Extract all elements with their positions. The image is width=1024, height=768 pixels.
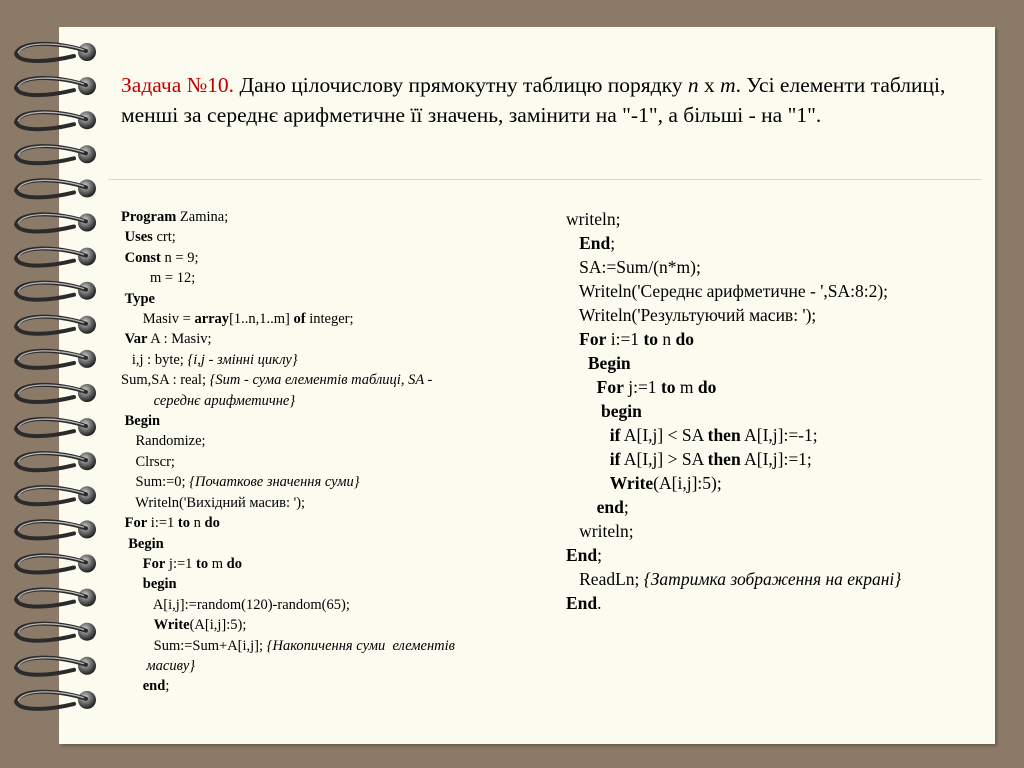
- binding-ring: [16, 111, 96, 129]
- code-line: [566, 207, 986, 231]
- code-line: [121, 350, 541, 370]
- spiral-binding: [0, 0, 110, 768]
- code-indent: [121, 597, 153, 613]
- code-comment: {Накопичення суми елементів: [266, 637, 455, 654]
- code-text: A : Masiv;: [147, 331, 212, 348]
- code-line: [121, 615, 541, 635]
- code-line: [566, 567, 986, 591]
- code-comment: {Sum - сума елементів таблиці, SA -: [209, 372, 433, 389]
- code-indent: [121, 270, 150, 286]
- code-text: Masiv =: [142, 311, 195, 328]
- code-keyword: Const: [124, 249, 161, 266]
- code-indent: [121, 311, 143, 327]
- binding-ring: [16, 589, 96, 607]
- code-line: [121, 452, 541, 472]
- code-line: [121, 636, 541, 656]
- code-indent: [566, 401, 601, 421]
- code-text: n: [190, 515, 205, 532]
- code-indent: [566, 353, 588, 373]
- code-text: .: [597, 593, 602, 613]
- code-keyword: end: [142, 678, 166, 695]
- task-var-n: n: [687, 73, 699, 97]
- task-statement: [121, 70, 981, 130]
- code-text: m: [675, 377, 698, 397]
- binding-ring: [16, 214, 96, 232]
- binding-ring: [16, 350, 96, 368]
- code-text: Sum,SA : real;: [121, 372, 210, 389]
- code-text: SA:=Sum/(n*m);: [579, 257, 701, 277]
- code-keyword: of: [293, 311, 306, 328]
- code-line: [121, 676, 541, 696]
- code-text: A[I,j]:=-1;: [740, 425, 818, 445]
- binding-ring: [16, 555, 96, 573]
- code-indent: [121, 576, 143, 592]
- code-line: [566, 351, 986, 375]
- code-indent: [566, 233, 579, 253]
- code-keyword: End: [566, 545, 598, 565]
- binding-ring: [16, 418, 96, 436]
- code-keyword: For: [579, 329, 607, 349]
- code-text: writeln;: [579, 521, 634, 541]
- code-indent: [121, 658, 146, 674]
- code-text: i:=1: [147, 515, 178, 532]
- code-text: crt;: [152, 229, 176, 246]
- code-text: A[I,j] < SA: [620, 425, 708, 445]
- code-line: [566, 231, 986, 255]
- code-indent: [121, 352, 132, 368]
- code-keyword: do: [204, 515, 220, 532]
- code-keyword: then: [707, 449, 741, 469]
- code-text: integer;: [305, 311, 354, 328]
- code-keyword: to: [660, 377, 676, 397]
- code-comment: масиву}: [146, 657, 196, 674]
- code-keyword: End: [566, 593, 598, 613]
- code-indent: [121, 495, 135, 511]
- code-line: [566, 519, 986, 543]
- code-keyword: Begin: [124, 413, 161, 430]
- code-line: [121, 207, 541, 227]
- code-indent: [121, 393, 154, 409]
- code-keyword: Var: [124, 331, 148, 348]
- code-keyword: to: [177, 515, 191, 532]
- code-keyword: Program: [121, 209, 177, 225]
- code-indent: [566, 329, 579, 349]
- code-line: [566, 375, 986, 399]
- code-indent: [121, 638, 154, 654]
- code-indent: [121, 454, 136, 470]
- code-line: [121, 513, 541, 533]
- code-keyword: begin: [142, 576, 177, 593]
- code-indent: [121, 556, 143, 572]
- code-line: [121, 248, 541, 268]
- binding-ring: [16, 179, 96, 197]
- code-text: writeln;: [566, 209, 621, 229]
- code-text: n: [658, 329, 676, 349]
- code-comment: середнє арифметичне}: [153, 392, 296, 409]
- code-text: A[i,j]:=random(120)-random(65);: [152, 596, 350, 613]
- task-text-after: . Усі елементи таблиці, менші за середнє арифметичне її значень, замінити на "-1", а більші - на "1".: [121, 73, 946, 127]
- code-indent: [566, 473, 610, 493]
- code-block-right: [566, 207, 986, 615]
- code-text: Randomize;: [135, 433, 206, 450]
- code-indent: [566, 281, 579, 301]
- code-line: [121, 656, 541, 676]
- code-text: Sum:=Sum+A[i,j];: [153, 637, 267, 654]
- code-text: ;: [165, 678, 170, 695]
- code-keyword: do: [675, 329, 694, 349]
- binding-ring: [16, 452, 96, 470]
- code-text: Writeln('Результуючий масив: ');: [578, 305, 817, 325]
- binding-ring: [16, 248, 96, 266]
- binding-ring: [16, 282, 96, 300]
- code-line: [566, 543, 986, 567]
- code-keyword: end: [596, 497, 624, 517]
- code-keyword: For: [124, 515, 148, 532]
- binding-ring: [16, 657, 96, 675]
- binding-ring: [16, 520, 96, 538]
- code-line: [121, 391, 541, 411]
- binding-ring: [16, 43, 96, 61]
- code-text: n = 9;: [160, 249, 199, 266]
- code-line: [121, 268, 541, 288]
- code-line: [121, 595, 541, 615]
- code-text: (A[i,j]:5);: [653, 473, 722, 493]
- code-line: [121, 472, 541, 492]
- code-keyword: do: [697, 377, 717, 397]
- code-text: Sum:=0;: [135, 474, 190, 491]
- code-line: [121, 431, 541, 451]
- code-keyword: Type: [124, 290, 155, 307]
- code-text: Clrscr;: [135, 453, 175, 470]
- code-line: [121, 309, 541, 329]
- code-text: A[I,j]:=1;: [740, 449, 812, 469]
- code-line: [566, 471, 986, 495]
- binding-ring: [16, 623, 96, 641]
- code-text: A[I,j] > SA: [620, 449, 708, 469]
- binding-ring: [16, 691, 96, 709]
- binding-ring: [16, 77, 96, 95]
- code-block-left: [121, 207, 541, 697]
- code-line: [566, 327, 986, 351]
- task-text-x: x: [698, 73, 721, 97]
- code-text: [1..n,1..m]: [229, 311, 294, 328]
- code-line: [121, 493, 541, 513]
- code-line: [121, 329, 541, 349]
- code-indent: [566, 305, 579, 325]
- code-keyword: Write: [609, 473, 654, 493]
- task-label: Задача №10.: [121, 73, 235, 97]
- code-indent: [121, 433, 136, 449]
- binding-ring: [16, 486, 96, 504]
- code-keyword: For: [596, 377, 624, 397]
- code-line: [566, 447, 986, 471]
- code-keyword: if: [609, 425, 621, 445]
- code-keyword: Uses: [124, 229, 153, 246]
- code-text: Writeln('Вихідний масив: ');: [135, 494, 306, 511]
- code-keyword: array: [194, 311, 230, 328]
- code-text: i:=1: [606, 329, 644, 349]
- code-line: [121, 411, 541, 431]
- code-line: [121, 554, 541, 574]
- code-keyword: For: [142, 555, 166, 572]
- code-indent: [121, 474, 136, 490]
- code-indent: [566, 569, 579, 589]
- code-indent: [121, 617, 154, 633]
- task-var-m: m: [720, 73, 736, 97]
- code-text: i,j : byte;: [131, 351, 188, 368]
- code-keyword: Begin: [587, 353, 631, 373]
- code-keyword: Begin: [128, 535, 164, 552]
- code-line: [566, 423, 986, 447]
- code-keyword: to: [643, 329, 659, 349]
- code-text: m: [208, 555, 227, 572]
- code-text: Zamina;: [176, 209, 229, 225]
- code-text: j:=1: [623, 377, 661, 397]
- code-comment: {i,j - змінні циклу}: [187, 351, 298, 368]
- code-indent: [566, 449, 610, 469]
- code-indent: [566, 425, 610, 445]
- code-text: j:=1: [165, 555, 197, 572]
- binding-ring: [16, 145, 96, 163]
- code-line: [121, 574, 541, 594]
- code-keyword: then: [707, 425, 741, 445]
- code-text: Writeln('Середнє арифметичне - ',SA:8:2);: [578, 281, 889, 301]
- code-line: [566, 303, 986, 327]
- code-line: [566, 255, 986, 279]
- code-indent: [566, 521, 579, 541]
- code-indent: [566, 257, 579, 277]
- code-indent: [121, 678, 143, 694]
- code-line: [121, 227, 541, 247]
- code-keyword: Write: [153, 617, 190, 634]
- code-text: (A[i,j]:5);: [189, 617, 247, 634]
- code-keyword: if: [609, 449, 621, 469]
- divider-line: [108, 179, 981, 180]
- code-indent: [566, 497, 597, 517]
- code-text: ;: [610, 233, 616, 253]
- code-comment: {Затримка зображення на екрані}: [643, 569, 902, 589]
- binding-ring: [16, 316, 96, 334]
- code-line: [566, 591, 986, 615]
- code-text: ReadLn;: [579, 569, 644, 589]
- code-line: [566, 279, 986, 303]
- code-keyword: End: [579, 233, 611, 253]
- code-text: m = 12;: [150, 270, 196, 287]
- code-line: [566, 399, 986, 423]
- code-line: [121, 370, 541, 390]
- task-text-before: Дано цілочислову прямокутну таблицю порядку: [234, 73, 688, 97]
- code-text: ;: [597, 545, 603, 565]
- binding-ring: [16, 384, 96, 402]
- code-line: [121, 534, 541, 554]
- code-line: [566, 495, 986, 519]
- code-text: ;: [623, 497, 629, 517]
- code-keyword: do: [226, 555, 242, 572]
- code-line: [121, 289, 541, 309]
- code-indent: [566, 377, 597, 397]
- code-keyword: begin: [601, 401, 642, 421]
- code-keyword: to: [196, 555, 209, 572]
- code-comment: {Початкове значення суми}: [189, 474, 360, 491]
